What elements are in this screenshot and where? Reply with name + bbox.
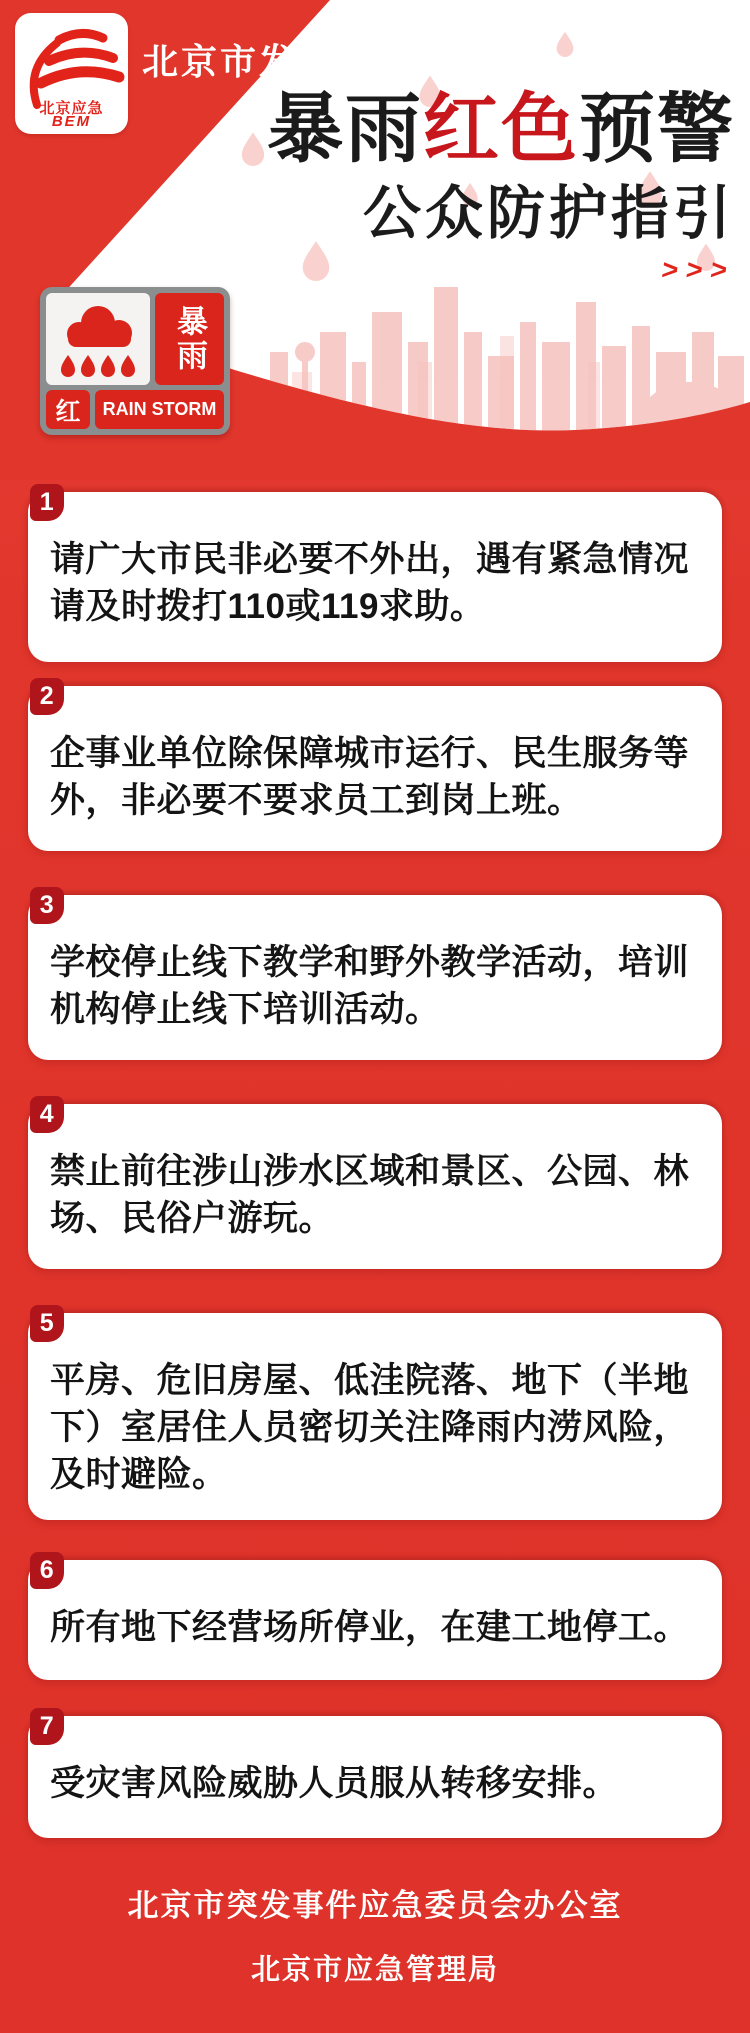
guidance-card-2 xyxy=(28,682,722,851)
chevron-arrows-icon: >>> xyxy=(659,254,738,285)
sign-name-english: RAIN STORM xyxy=(95,390,224,429)
publisher-label: 北京市发布 xyxy=(142,41,338,82)
guidance-card-1 xyxy=(28,488,722,662)
sign-name-vertical: 暴雨 xyxy=(172,305,207,373)
guidance-card-4 xyxy=(28,1100,722,1269)
sign-level-badge: 红 xyxy=(46,390,90,429)
card-text: 学校停止线下教学和野外教学活动，培训机构停止线下培训活动。 xyxy=(50,943,690,1029)
card-number-badge: 1 xyxy=(30,484,64,521)
card-text: 企事业单位除保障城市运行、民生服务等外，非必要不要求员工到岗上班。 xyxy=(50,734,690,820)
bem-logo xyxy=(15,13,128,134)
footer-bureau-name: 北京市应急管理局 xyxy=(250,1954,499,1986)
card-text: 所有地下经营场所停业，在建工地停工。 xyxy=(50,1608,690,1647)
guidance-card-7 xyxy=(28,1712,722,1838)
title-part2: 预警 xyxy=(579,87,735,172)
sign-name-cell xyxy=(155,293,224,385)
logo-org-name-cn: 北京应急 xyxy=(39,100,104,117)
page-title xyxy=(267,88,735,172)
sign-bottom-row xyxy=(46,390,224,429)
rainstorm-warning-sign xyxy=(40,287,230,435)
title-block xyxy=(267,87,738,286)
guidance-card-5 xyxy=(28,1309,722,1520)
card-text: 平房、危旧房屋、低洼院落、地下（半地下）室居住人员密切关注降雨内涝风险，及时避险。 xyxy=(50,1361,690,1494)
footer xyxy=(0,1880,750,1988)
logo-org-name-en: BEM xyxy=(51,113,92,130)
card-text: 请广大市民非必要不外出，遇有紧急情况请及时拨打110或119求助。 xyxy=(50,540,690,626)
guidance-card-3 xyxy=(28,891,722,1060)
footer-office-name: 北京市突发事件应急委员会办公室 xyxy=(127,1888,623,1923)
sign-cloud-cell xyxy=(46,293,150,385)
title-part1: 暴雨 xyxy=(267,87,423,172)
card-number-badge: 6 xyxy=(30,1552,64,1589)
card-number-badge: 3 xyxy=(30,887,64,924)
title-highlight: 红色 xyxy=(423,87,579,172)
sign-top-row xyxy=(46,293,224,385)
guidance-card-6 xyxy=(28,1556,722,1680)
rain-cloud-icon xyxy=(46,293,150,385)
card-number-badge: 4 xyxy=(30,1096,64,1133)
guidance-card-list xyxy=(28,488,722,1838)
card-text: 受灾害风险威胁人员服从转移安排。 xyxy=(50,1764,619,1803)
card-number-badge: 2 xyxy=(30,678,64,715)
card-text: 禁止前往涉山涉水区域和景区、公园、林场、民俗户游玩。 xyxy=(50,1152,690,1238)
card-number-badge: 5 xyxy=(30,1305,64,1342)
page-subtitle: 公众防护指引 xyxy=(362,181,735,246)
card-number-badge: 7 xyxy=(30,1708,64,1745)
